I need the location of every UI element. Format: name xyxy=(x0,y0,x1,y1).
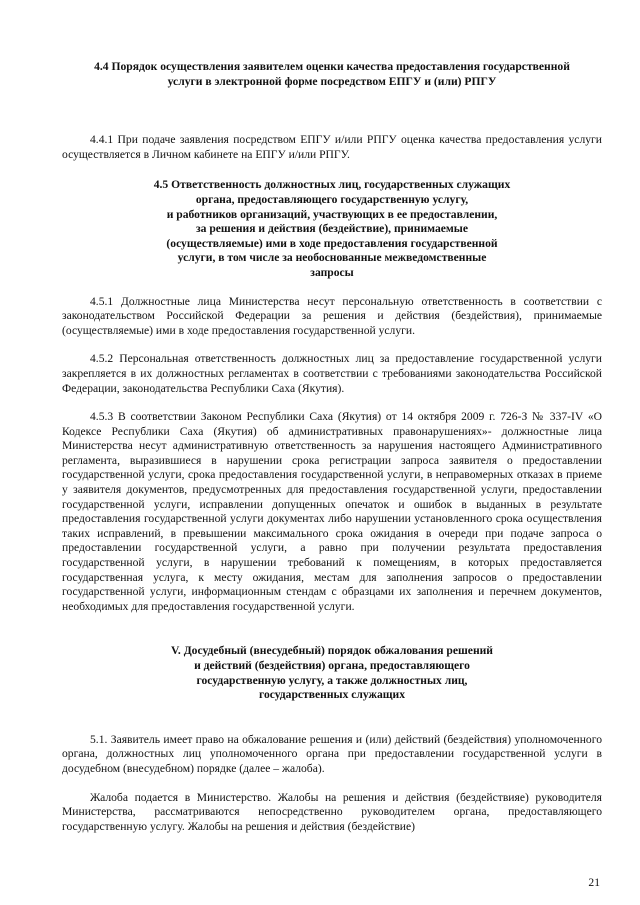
paragraph-4-4-1: 4.4.1 При подаче заявления посредством ЕПГУ и/или РПГУ оценка качества предоставления услуги осуществляется в Личном кабинете на ЕПГУ и/или РПГУ. xyxy=(62,133,602,161)
section-heading-4-5 xyxy=(62,178,602,280)
paragraph-5-1: 5.1. Заявитель имеет право на обжалование решения и (или) действий (бездействия) уполномоченного органа, должностных лиц уполномоченного органа при предоставлении государственной услуги в досудебном (внесудебном) порядке (далее – жалоба). xyxy=(62,732,602,775)
heading-line: 4.5 Ответственность должностных лиц, государственных служащих xyxy=(153,178,511,192)
heading-line: услуги в электронной форме посредством ЕПГУ и (или) РПГУ xyxy=(167,74,497,88)
page-number: 21 xyxy=(588,876,600,889)
section-heading-5 xyxy=(62,644,602,702)
heading-line: услуги, в том числе за необоснованные межведомственные xyxy=(177,251,487,265)
heading-line: запросы xyxy=(310,265,354,279)
heading-line: (осуществляемые) ими в ходе предоставления государственной xyxy=(166,236,498,250)
heading-line: и работников организаций, участвующих в ее предоставлении, xyxy=(166,207,498,221)
heading-line: и действий (бездействия) органа, предоставляющего xyxy=(194,659,470,672)
heading-line: государственных служащих xyxy=(258,688,406,702)
paragraph-complaint: Жалоба подается в Министерство. Жалобы на решения и действия (бездействияе) руководителя Министерства, рассматриваются непосредственно руководителем органа, предоставляющего государственную услугу. Жалобы на решения и действия (бездействие) xyxy=(62,790,602,833)
heading-line: V. Досудебный (внесудебный) порядок обжалования решений xyxy=(171,644,493,658)
heading-line: за решения и действия (бездействие), принимаемые xyxy=(195,222,469,236)
section-heading-4-4 xyxy=(62,60,602,89)
paragraph-4-5-3: 4.5.3 В соответствии Законом Республики Саха (Якутия) от 14 октября 2009 г. 726-З № 337-IV «О Кодексе Республики Саха (Якутия) об административных правонарушениях»- должностные лица Министерства несут административную ответственность за нарушения настоящего Административного регламента, выразившиеся в нарушении срока регистрации запроса заявителя о предоставлении государственной услуги, срока предоставления государственной услуги, в неправомерных отказах в приеме у заявителя документов, предусмотренных для предоставления государственной услуги, предоставлении государственной услуги, исправлении допущенных опечаток и ошибок в выданных в результате предоставления государственной услуги документах либо нарушении установленного срока осуществления таких исправлений, в превышении максимального срока ожидания в очереди при подаче запроса о предоставлении государственной услуги, а равно при получении результата предоставления государственной услуги, в нарушении требований к помещениям, в которых предоставляется государственная услуга, к месту ожидания, местам для заполнения запросов о предоставлении государственной услуги, информационным стендам с образцами их заполнения и перечнем документов, необходимых для предоставления государственной услуги. xyxy=(62,410,602,613)
paragraph-4-5-2: 4.5.2 Персональная ответственность должностных лиц за предоставление государственной услуги закрепляется в их должностных регламентах в соответствии с требованиями законодательства Российской Федерации, законодательства Республики Саха (Якутия). xyxy=(62,352,602,395)
heading-line: 4.4 Порядок осуществления заявителем оценки качества предоставления государственной xyxy=(94,60,570,73)
paragraph-4-5-1: 4.5.1 Должностные лица Министерства несут персональную ответственность в соответствии с законодательством Российской Федерации за решения и действия (бездействия), принимаемые (осуществляемые) ими в ходе предоставления государственной услуги. xyxy=(62,294,602,337)
heading-line: государственную услугу, а также должностных лиц, xyxy=(196,673,468,687)
heading-line: органа, предоставляющего государственную услугу, xyxy=(195,192,469,206)
